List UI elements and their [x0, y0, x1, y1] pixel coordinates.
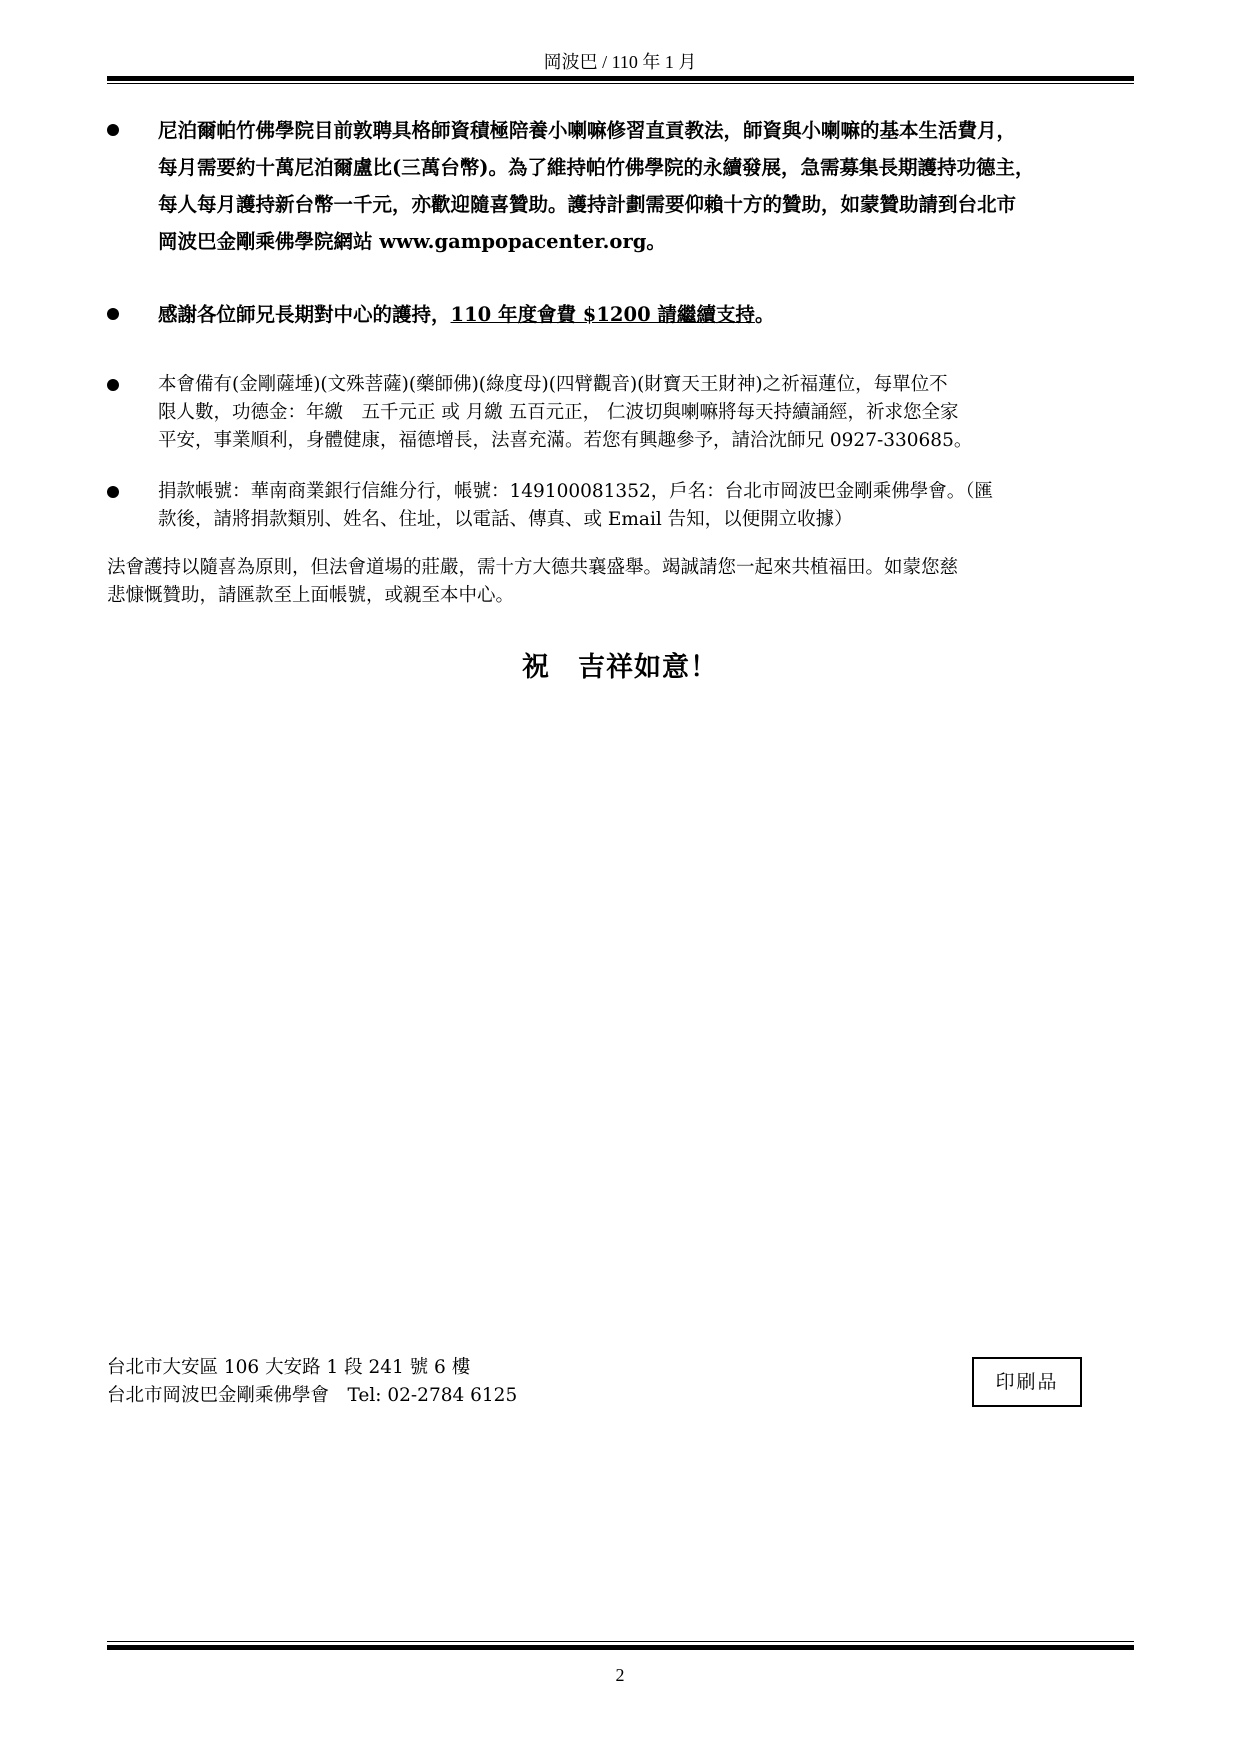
- bullet-icon: [107, 486, 119, 498]
- text-line: 限人數，功德金：年繳 五千元正 或 月繳 五百元正， 仁波切與喇嘛將每天持續誦經，祈求您全家: [158, 402, 959, 423]
- blessing-line: 祝 吉祥如意！: [522, 652, 718, 683]
- fee-prefix: 感謝各位師兄長期對中心的護持，: [158, 303, 451, 326]
- text-line: 悲慷慨贊助，請匯款至上面帳號，或親至本中心。: [107, 585, 515, 606]
- text-line: 平安，事業順利，身體健康，福德增長，法喜充滿。若您有興趣參予，請洽沈師兄 0927-330685。: [158, 430, 973, 451]
- text-line: 岡波巴金剛乘佛學院網站 www.gampopacenter.org。: [158, 230, 666, 253]
- bullet-icon: [107, 379, 119, 391]
- notice-text: [158, 296, 1158, 333]
- header-title: 岡波巴 / 110 年 1 月: [543, 52, 697, 72]
- fee-suffix: 。: [754, 303, 775, 326]
- closing-paragraph: [107, 554, 1167, 610]
- text-line: 每人每月護持新台幣一千元，亦歡迎隨喜贊助。護持計劃需要仰賴十方的贊助，如蒙贊助請到台北市: [158, 193, 1017, 216]
- printed-matter-label: 印刷品: [972, 1357, 1082, 1407]
- footer-address: [107, 1354, 517, 1410]
- bullet-icon: [107, 124, 119, 136]
- page-number: 2: [615, 1665, 625, 1685]
- header-rule-thin: [107, 83, 1134, 84]
- text-line: 捐款帳號：華南商業銀行信維分行，帳號：149100081352，戶名：台北市岡波巴金剛乘佛學會。（匯: [158, 481, 993, 502]
- fee-highlight: 110 年度會費 $1200 請繼續支持: [450, 303, 755, 326]
- footer-rule-thin: [107, 1641, 1134, 1642]
- text-line: 法會護持以隨喜為原則，但法會道場的莊嚴，需十方大德共襄盛舉。竭誠請您一起來共植福田。如蒙您慈: [107, 557, 959, 578]
- text-line: 每月需要約十萬尼泊爾盧比(三萬台幣)。為了維持帕竹佛學院的永續發展，急需募集長期護持功德主，: [158, 156, 1035, 179]
- contact-line: 台北市岡波巴金剛乘佛學會 Tel: 02-2784 6125: [107, 1385, 518, 1406]
- footer-rule: [107, 1645, 1134, 1650]
- notice-text: [158, 112, 1158, 260]
- text-line: 尼泊爾帕竹佛學院目前敦聘具格師資積極陪養小喇嘛修習直貢教法，師資與小喇嘛的基本生活費月，: [158, 119, 1017, 142]
- bullet-icon: [107, 308, 119, 320]
- address-line: 台北市大安區 106 大安路 1 段 241 號 6 樓: [107, 1357, 471, 1378]
- notice-text: [158, 478, 1158, 534]
- header-rule: [107, 76, 1134, 81]
- text-line: 本會備有(金剛薩埵)(文殊菩薩)(藥師佛)(綠度母)(四臂觀音)(財寶天王財神)之祈福蓮位，每單位不: [158, 374, 948, 395]
- text-line: 款後，請將捐款類別、姓名、住址，以電話、傳真、或 Email 告知，以便開立收據）: [158, 509, 853, 530]
- notice-text: [158, 371, 1158, 455]
